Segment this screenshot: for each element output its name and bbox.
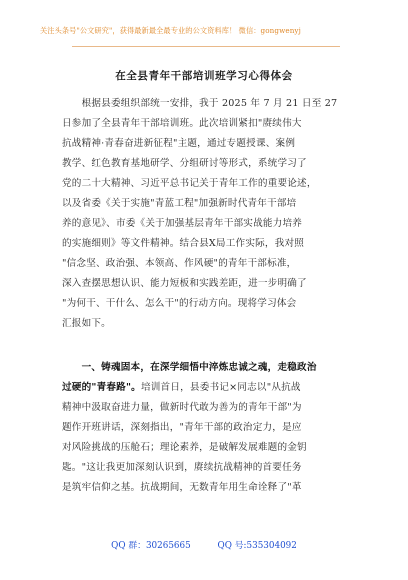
body-line: "为何干、干什么、怎么干"的行动方向。现将学习体会 — [62, 298, 297, 309]
footer-qq-group: QQ 群：30265665 — [111, 541, 191, 551]
body-line: 深入查摆思想认识、能力短板和实践差距，进一步明确了 — [62, 278, 307, 289]
section-heading: 一、铸魂固本，在深学细悟中淬炼忠诚之魂，走稳政治 — [62, 362, 317, 373]
body-line: 养的意见》、市委《关于加强基层青年干部实战能力培养 — [62, 218, 303, 229]
body-line: 是筑牢信仰之基。抗战期间，无数青年用生命诠释了"革 — [62, 482, 302, 493]
body-line: 教学、红色教育基地研学、分组研讨等形式，系统学习了 — [62, 158, 307, 169]
body-line: 精神中汲取奋进力量，做新时代敢为善为的青年干部"为 — [62, 402, 302, 413]
body-line: 对风险挑战的压舱石；理论素养，是破解发展难题的金钥 — [62, 442, 307, 453]
footer-qq-number: QQ 号:535304092 — [217, 541, 297, 551]
body-line: 的实施细则》等文件精神。结合县X局工作实际，我对照 — [62, 238, 305, 249]
body-line: 日参加了全县青年干部培训班。此次培训紧扣"赓续伟大 — [62, 118, 302, 129]
header-divider — [72, 46, 340, 47]
body-text: 培训首日，县委书记×同志以"从抗战 — [140, 382, 301, 393]
body-line: 以及省委《关于实施"青蓝工程"加强新时代青年干部培 — [62, 198, 297, 209]
body-line: 题作开班讲话，深刻指出，"青年干部的政治定力，是应 — [62, 422, 302, 433]
body-line: 匙。"这让我更加深刻认识到，赓续抗战精神的首要任务 — [62, 462, 302, 473]
body-line: "信念坚、政治强、本领高、作风硬"的青年干部标准， — [62, 258, 297, 269]
section-heading-continued — [62, 378, 362, 398]
body-line: 抗战精神·青春奋进新征程"主题，通过专题授课、案例 — [62, 138, 296, 149]
body-line: 党的二十大精神、习近平总书记关于青年工作的重要论述， — [62, 178, 317, 189]
document-title: 在全县青年干部培训班学习心得体会 — [115, 70, 293, 82]
section-heading-tail: 过硬的"青春路"。 — [62, 382, 141, 393]
body-line: 汇报如下。 — [62, 318, 111, 329]
footer-contact — [0, 538, 408, 552]
body-line: 根据县委组织部统一安排，我于 2025 年 7 月 21 日至 27 — [62, 98, 338, 109]
header-promo-text: 关注头条号"公文研究"，获得最新最全最专业的公文资料库！ 微信：gongwenyj — [40, 26, 301, 35]
